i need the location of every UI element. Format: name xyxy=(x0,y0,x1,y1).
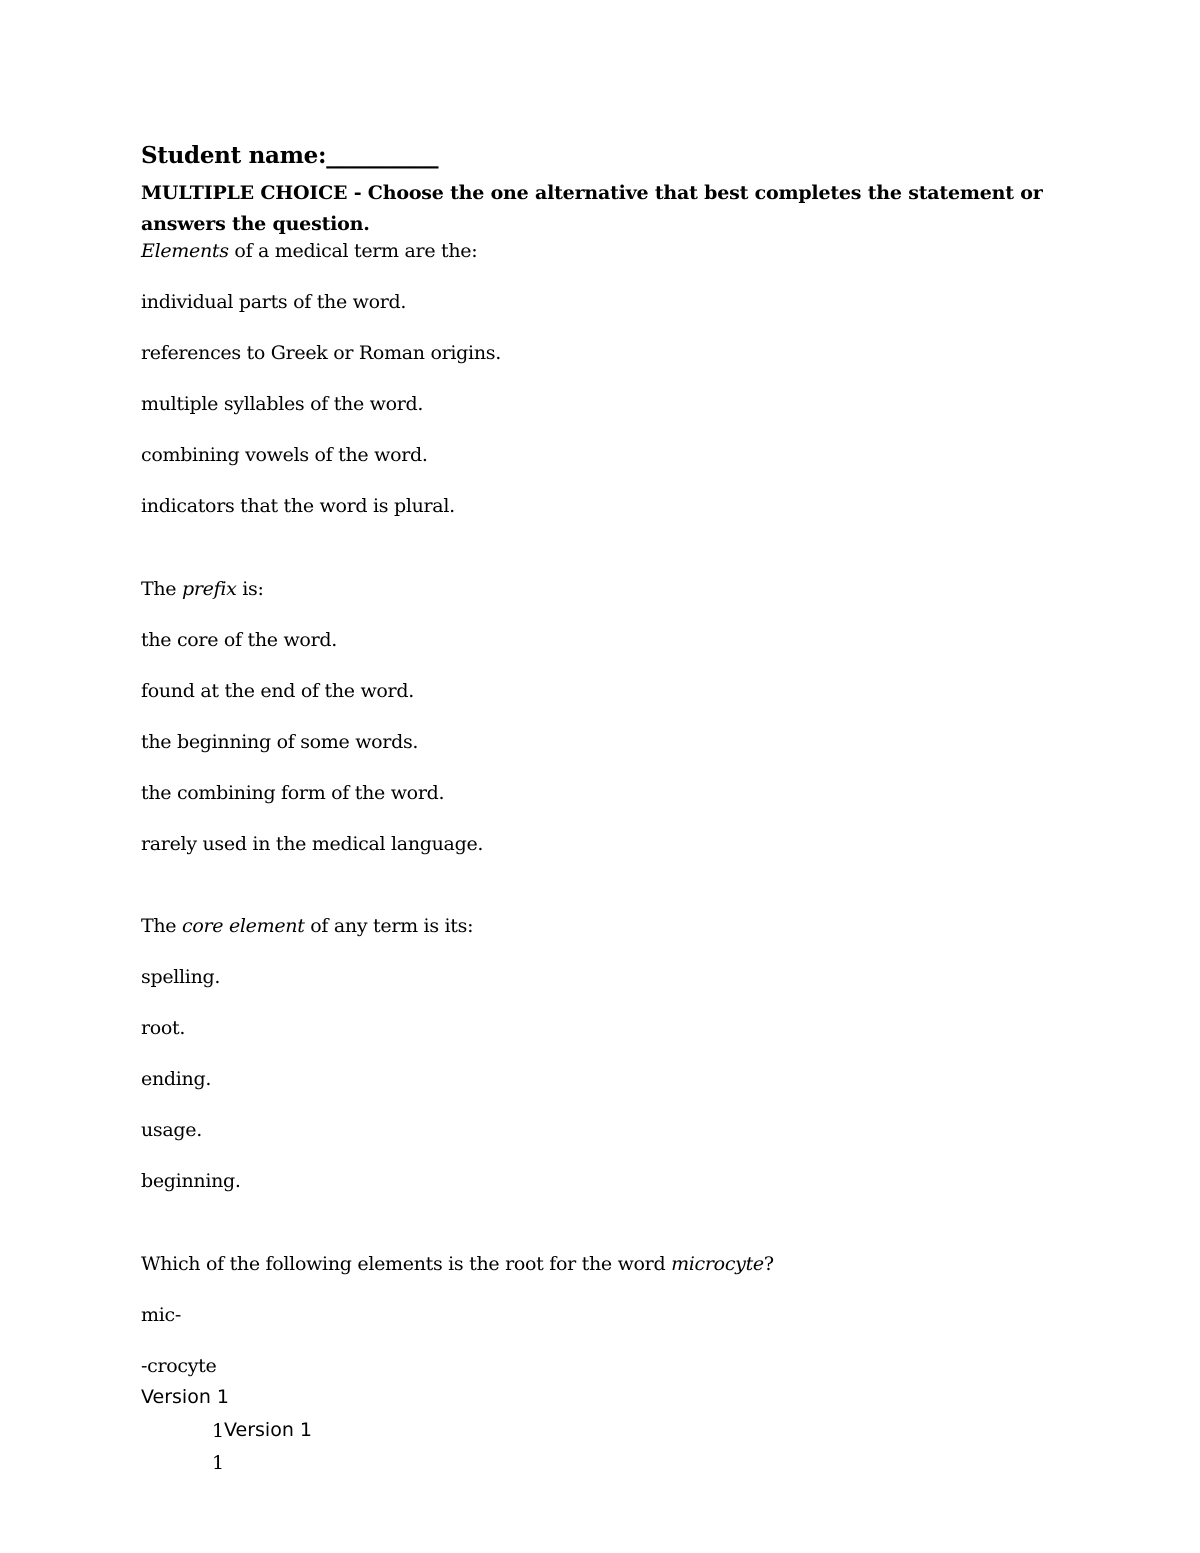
question-1-stem xyxy=(141,240,477,262)
question-2-option-5: rarely used in the medical language. xyxy=(141,833,484,855)
question-2-stem xyxy=(141,578,264,600)
question-2-option-4: the combining form of the word. xyxy=(141,782,445,804)
question-3-stem-term: core element xyxy=(182,915,305,937)
question-2-option-2: found at the end of the word. xyxy=(141,680,414,702)
question-2-stem-post: is: xyxy=(236,578,264,600)
student-name-field: Student name:__________ xyxy=(141,142,439,169)
question-1-option-1: individual parts of the word. xyxy=(141,291,407,313)
question-4-stem-post: ? xyxy=(763,1253,774,1275)
instructions-heading: MULTIPLE CHOICE - Choose the one alternative that best completes the statement or answers the question. xyxy=(141,182,1043,235)
question-1-option-2: references to Greek or Roman origins. xyxy=(141,342,501,364)
question-3-option-4: usage. xyxy=(141,1119,202,1141)
question-2-option-1: the core of the word. xyxy=(141,629,337,651)
question-1-stem-post: of a medical term are the: xyxy=(228,240,478,262)
question-2-stem-term: prefix xyxy=(182,578,237,600)
question-3-stem xyxy=(141,915,473,937)
question-3-stem-post: of any term is its: xyxy=(304,915,474,937)
question-4-stem-pre: Which of the following elements is the root for the word xyxy=(141,1253,672,1275)
question-3-stem-pre: The xyxy=(141,915,182,937)
question-3-option-1: spelling. xyxy=(141,966,221,988)
question-4-stem xyxy=(141,1253,774,1275)
question-4-option-1: mic- xyxy=(141,1304,181,1326)
question-1-option-3: multiple syllables of the word. xyxy=(141,393,424,415)
question-2-option-3: the beginning of some words. xyxy=(141,731,419,753)
question-3-option-3: ending. xyxy=(141,1068,212,1090)
question-1-option-5: indicators that the word is plural. xyxy=(141,495,455,517)
question-1-stem-term: Elements xyxy=(141,240,229,262)
footer-version-label-2: Version 1 xyxy=(224,1419,312,1441)
footer-page-prefix: 1 xyxy=(212,1420,225,1442)
footer-version-label: Version 1 xyxy=(141,1386,229,1408)
question-4-stem-term: microcyte xyxy=(671,1253,764,1275)
question-2-stem-pre: The xyxy=(141,578,182,600)
question-3-option-5: beginning. xyxy=(141,1170,241,1192)
question-3-option-2: root. xyxy=(141,1017,186,1039)
question-4-option-2: -crocyte xyxy=(141,1355,217,1377)
question-1-option-4: combining vowels of the word. xyxy=(141,444,428,466)
footer-page-number: 1 xyxy=(212,1452,225,1474)
